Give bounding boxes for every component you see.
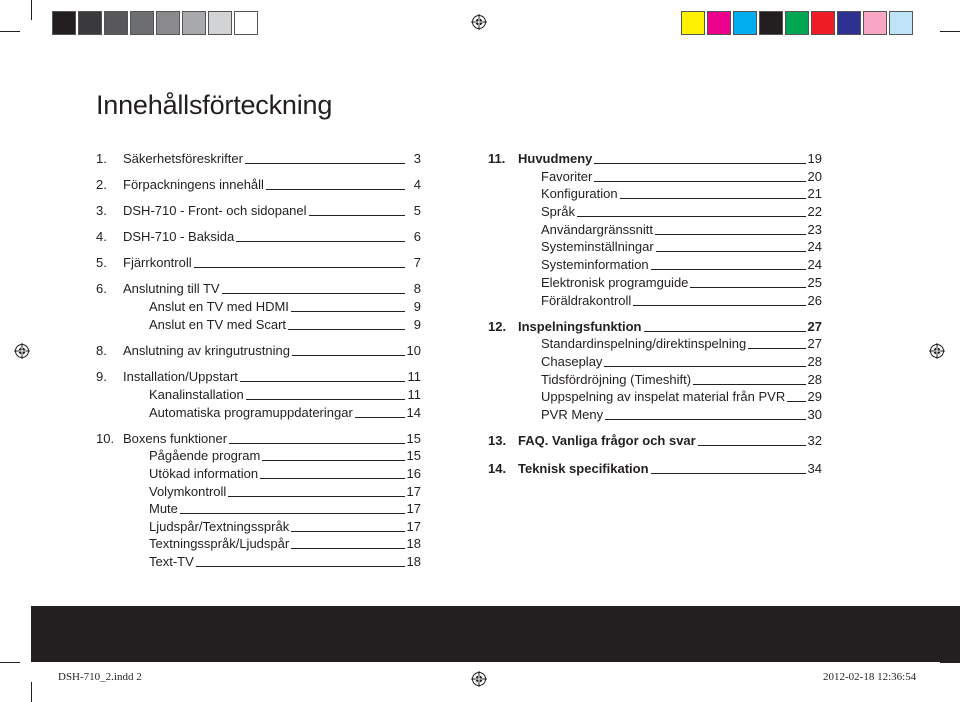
toc-entry-page: 18: [406, 536, 421, 551]
toc-leader-line: [291, 530, 404, 532]
color-swatch: [759, 11, 783, 35]
toc-entry-label: Användargränssnitt: [541, 222, 654, 237]
toc-leader-line: [292, 354, 405, 356]
color-swatch: [130, 11, 154, 35]
toc-entry-page: 28: [807, 372, 822, 387]
toc-leader-line: [651, 472, 806, 474]
crop-mark: [940, 662, 960, 663]
toc-leader-line: [196, 565, 405, 567]
toc-entry: [541, 293, 822, 308]
crop-mark: [31, 0, 32, 20]
toc-entry-page: 30: [807, 407, 822, 422]
toc-entry-label: DSH-710 - Baksida: [123, 229, 235, 244]
toc-entry-label: Textningsspråk/Ljudspår: [149, 536, 290, 551]
toc-entry: [96, 151, 421, 166]
toc-entry-page: 9: [413, 299, 421, 314]
toc-entry: [96, 203, 421, 218]
toc-entry-number: 10.: [96, 431, 115, 446]
toc-leader-line: [693, 383, 806, 385]
toc-entry-page: 11: [407, 387, 421, 402]
toc-leader-line: [240, 380, 405, 382]
toc-entry: [488, 319, 822, 334]
toc-entry-label: Systeminställningar: [541, 239, 654, 254]
toc-entry-label: Utökad information: [149, 466, 259, 481]
toc-entry-number: 6.: [96, 281, 107, 296]
toc-entry-number: 14.: [488, 461, 507, 476]
toc-entry: [541, 275, 822, 290]
toc-entry-page: 27: [807, 336, 822, 351]
toc-entry: [541, 239, 822, 254]
toc-entry-label: DSH-710 - Front- och sidopanel: [123, 203, 307, 218]
toc-entry-label: Huvudmeny: [518, 151, 593, 166]
registration-target-icon: [929, 343, 945, 359]
toc-entry-page: 15: [406, 431, 421, 446]
color-swatch: [811, 11, 835, 35]
toc-entry-page: 22: [807, 204, 822, 219]
footer-band: [31, 606, 960, 662]
toc-leader-line: [698, 444, 806, 446]
toc-entry-page: 11: [407, 369, 421, 384]
toc-entry: [149, 466, 421, 481]
toc-entry-label: Anslut en TV med Scart: [149, 317, 287, 332]
toc-entry-page: 34: [807, 461, 822, 476]
toc-entry: [541, 222, 822, 237]
toc-entry-label: PVR Meny: [541, 407, 604, 422]
toc-leader-line: [604, 365, 805, 367]
toc-entry-label: Favoriter: [541, 169, 593, 184]
toc-entry-page: 6: [413, 229, 421, 244]
toc-entry-page: 17: [406, 501, 421, 516]
toc-leader-line: [262, 459, 404, 461]
toc-leader-line: [655, 233, 806, 235]
toc-entry-number: 4.: [96, 229, 107, 244]
toc-entry-page: 4: [413, 177, 421, 192]
toc-leader-line: [594, 162, 805, 164]
toc-entry-label: Anslutning till TV: [123, 281, 220, 296]
toc-entry-label: Installation/Uppstart: [123, 369, 238, 384]
registration-target-icon: [14, 343, 30, 359]
toc-entry: [149, 519, 421, 534]
toc-entry-page: 27: [807, 319, 822, 334]
toc-entry: [96, 431, 421, 446]
toc-leader-line: [180, 512, 405, 514]
toc-entry-label: Inspelningsfunktion: [518, 319, 642, 334]
toc-leader-line: [355, 416, 405, 418]
color-swatch: [78, 11, 102, 35]
toc-entry: [96, 255, 421, 270]
toc-entry-number: 11.: [488, 151, 506, 166]
toc-entry-label: Mute: [149, 501, 178, 516]
toc-entry-page: 29: [807, 389, 822, 404]
toc-entry-label: Elektronisk programguide: [541, 275, 689, 290]
toc-entry-page: 24: [807, 257, 822, 272]
toc-entry-label: Text-TV: [149, 554, 194, 569]
color-swatch: [156, 11, 180, 35]
color-swatch: [707, 11, 731, 35]
toc-leader-line: [620, 197, 806, 199]
toc-leader-line: [228, 495, 404, 497]
toc-leader-line: [690, 286, 805, 288]
crop-mark: [0, 662, 20, 663]
toc-leader-line: [633, 304, 805, 306]
registration-target-icon: [471, 14, 487, 30]
toc-leader-line: [222, 292, 405, 294]
toc-entry: [488, 461, 822, 476]
toc-leader-line: [309, 214, 405, 216]
crop-mark: [31, 682, 32, 702]
color-swatch: [889, 11, 913, 35]
toc-entry-page: 26: [807, 293, 822, 308]
toc-entry: [488, 433, 822, 448]
toc-leader-line: [266, 188, 405, 190]
toc-entry-page: 17: [406, 484, 421, 499]
toc-leader-line: [594, 180, 805, 182]
slug-filename: DSH-710_2.indd 2: [58, 671, 142, 683]
toc-entry: [541, 336, 822, 351]
toc-entry: [149, 299, 421, 314]
page-title: Innehållsförteckning: [96, 90, 333, 120]
toc-entry-label: Chaseplay: [541, 354, 603, 369]
toc-entry: [96, 343, 421, 358]
toc-entry-page: 23: [807, 222, 822, 237]
color-swatch: [837, 11, 861, 35]
toc-entry-page: 5: [413, 203, 421, 218]
toc-entry: [149, 484, 421, 499]
toc-leader-line: [787, 400, 805, 402]
color-swatch: [234, 11, 258, 35]
color-swatch: [733, 11, 757, 35]
toc-entry-number: 13.: [488, 433, 507, 448]
toc-entry-number: 3.: [96, 203, 107, 218]
toc-entry: [96, 281, 421, 296]
toc-entry-label: Systeminformation: [541, 257, 649, 272]
toc-leader-line: [194, 266, 405, 268]
toc-entry-label: Ljudspår/Textningsspråk: [149, 519, 290, 534]
toc-entry: [149, 317, 421, 332]
toc-entry: [541, 407, 822, 422]
toc-entry-number: 8.: [96, 343, 107, 358]
toc-entry-page: 14: [406, 405, 421, 420]
slug-timestamp: 2012-02-18 12:36:54: [823, 671, 917, 683]
color-swatch: [182, 11, 206, 35]
toc-entry-label: Pågående program: [149, 448, 261, 463]
color-swatch: [681, 11, 705, 35]
toc-entry-page: 8: [413, 281, 421, 296]
toc-entry: [149, 405, 421, 420]
toc-entry: [149, 554, 421, 569]
toc-entry-label: Språk: [541, 204, 575, 219]
toc-leader-line: [246, 398, 405, 400]
toc-entry-number: 5.: [96, 255, 107, 270]
color-swatch: [52, 11, 76, 35]
color-swatch: [208, 11, 232, 35]
toc-entry-page: 18: [406, 554, 421, 569]
toc-entry-page: 3: [413, 151, 421, 166]
toc-entry-page: 32: [807, 433, 822, 448]
toc-entry-label: Förpackningens innehåll: [123, 177, 264, 192]
toc-leader-line: [291, 547, 404, 549]
toc-leader-line: [236, 240, 405, 242]
toc-entry: [541, 372, 822, 387]
toc-entry-label: Volymkontroll: [149, 484, 227, 499]
toc-entry-page: 9: [413, 317, 421, 332]
color-swatch: [104, 11, 128, 35]
grayscale-color-bar: [52, 11, 260, 35]
toc-entry-number: 12.: [488, 319, 507, 334]
toc-entry-page: 28: [807, 354, 822, 369]
toc-entry: [96, 369, 421, 384]
toc-leader-line: [605, 418, 805, 420]
toc-entry-label: Automatiska programuppdateringar: [149, 405, 353, 420]
toc-entry: [96, 229, 421, 244]
toc-leader-line: [577, 215, 806, 217]
toc-entry-number: 1.: [96, 151, 107, 166]
toc-entry: [149, 536, 421, 551]
crop-mark: [0, 31, 20, 32]
toc-entry-label: Teknisk specifikation: [518, 461, 649, 476]
toc-entry-label: Anslut en TV med HDMI: [149, 299, 289, 314]
toc-leader-line: [245, 162, 405, 164]
cmyk-color-bar: [681, 11, 915, 35]
toc-entry: [541, 389, 822, 404]
toc-leader-line: [229, 442, 404, 444]
toc-entry-page: 15: [406, 448, 421, 463]
toc-entry-page: 7: [413, 255, 421, 270]
toc-entry-number: 2.: [96, 177, 107, 192]
toc-leader-line: [288, 328, 405, 330]
toc-entry-page: 16: [406, 466, 421, 481]
toc-entry: [149, 387, 421, 402]
toc-entry: [541, 186, 822, 201]
toc-entry-page: 19: [807, 151, 822, 166]
toc-leader-line: [291, 310, 405, 312]
toc-entry-label: Tidsfördröjning (Timeshift): [541, 372, 692, 387]
toc-entry-label: Fjärrkontroll: [123, 255, 192, 270]
toc-entry-label: Konfiguration: [541, 186, 618, 201]
crop-mark: [940, 31, 960, 32]
toc-leader-line: [748, 347, 805, 349]
toc-entry: [541, 354, 822, 369]
toc-entry-label: FAQ. Vanliga frågor och svar: [518, 433, 696, 448]
toc-entry-label: Föräldrakontroll: [541, 293, 632, 308]
toc-entry-label: Kanalinstallation: [149, 387, 244, 402]
toc-entry-page: 20: [807, 169, 822, 184]
toc-entry-number: 9.: [96, 369, 107, 384]
toc-entry-page: 21: [807, 186, 822, 201]
toc-entry-page: 10: [406, 343, 421, 358]
toc-entry-label: Säkerhetsföreskrifter: [123, 151, 243, 166]
toc-leader-line: [644, 330, 806, 332]
color-swatch: [785, 11, 809, 35]
registration-target-icon: [471, 671, 487, 687]
toc-entry-page: 17: [406, 519, 421, 534]
toc-entry: [541, 169, 822, 184]
toc-entry: [541, 257, 822, 272]
toc-entry: [488, 151, 822, 166]
toc-entry-label: Standardinspelning/direktinspelning: [541, 336, 747, 351]
toc-entry: [149, 501, 421, 516]
toc-entry: [96, 177, 421, 192]
toc-entry: [149, 448, 421, 463]
toc-entry-label: Uppspelning av inspelat material från PVR: [541, 389, 786, 404]
color-swatch: [863, 11, 887, 35]
toc-entry-label: Boxens funktioner: [123, 431, 228, 446]
toc-entry-page: 24: [807, 239, 822, 254]
toc-entry-label: Anslutning av kringutrustning: [123, 343, 290, 358]
toc-leader-line: [656, 250, 806, 252]
toc-entry-page: 25: [807, 275, 822, 290]
toc-leader-line: [651, 268, 806, 270]
toc-leader-line: [260, 477, 404, 479]
toc-entry: [541, 204, 822, 219]
